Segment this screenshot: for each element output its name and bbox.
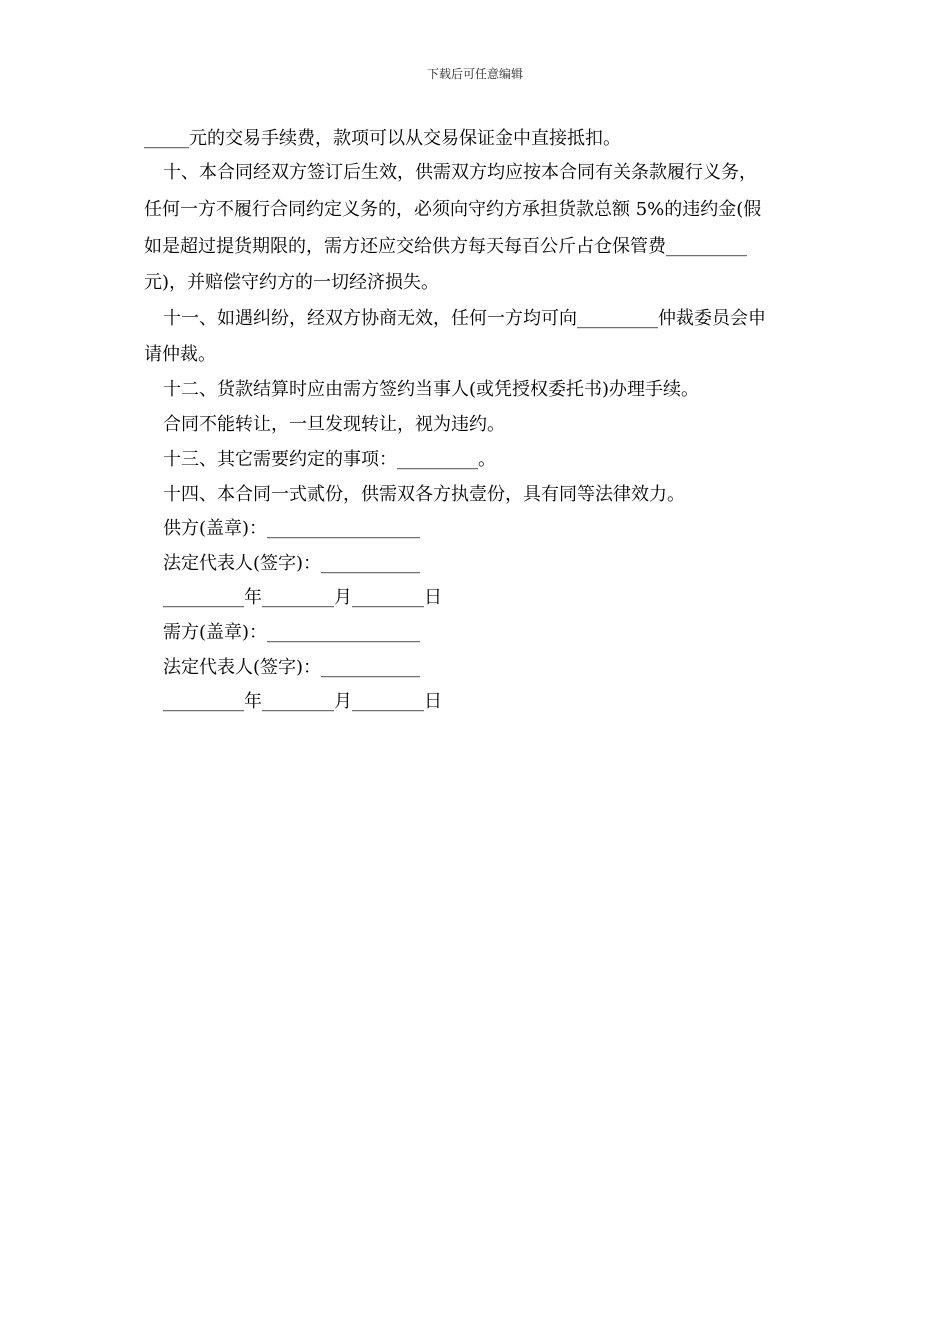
clause-12-note: 合同不能转让，一旦发现转让，视为违约。 [163,414,505,435]
clause-10-line-3: 如是超过提货期限的，需方还应交给供方每天每百公斤占仓保管费_________ [144,236,747,257]
supplier-representative-line: 法定代表人(签字)：___________ [163,553,421,574]
clause-10-line-4: 元)，并赔偿守约方的一切经济损失。 [144,272,440,293]
page-header: 下载后可任意编辑 [426,67,523,81]
buyer-seal-line: 需方(盖章)：_________________ [163,622,421,643]
clause-10-line-2: 任何一方不履行合同约定义务的，必须向守约方承担货款总额 5%的违约金(假 [144,199,762,220]
buyer-representative-line: 法定代表人(签字)：___________ [163,657,421,678]
clause-11-line-2: 请仲裁。 [144,344,216,365]
clause-fee-continuation: _____元的交易手续费，款项可以从交易保证金中直接抵扣。 [144,128,621,149]
clause-12: 十二、货款结算时应由需方签约当事人(或凭授权委托书)办理手续。 [163,379,700,400]
clause-10-line-1: 十、本合同经双方签订后生效，供需双方均应按本合同有关条款履行义务， [163,162,757,183]
supplier-date-line: _________年________月________日 [163,587,442,608]
supplier-seal-line: 供方(盖章)：_________________ [163,518,421,539]
clause-11-line-1: 十一、如遇纠纷，经双方协商无效，任何一方均可向_________仲裁委员会申 [163,308,766,329]
clause-14: 十四、本合同一式贰份，供需双各方执壹份，具有同等法律效力。 [163,484,685,505]
buyer-date-line: _________年________月________日 [163,691,442,712]
clause-13: 十三、其它需要约定的事项：_________。 [163,449,496,470]
